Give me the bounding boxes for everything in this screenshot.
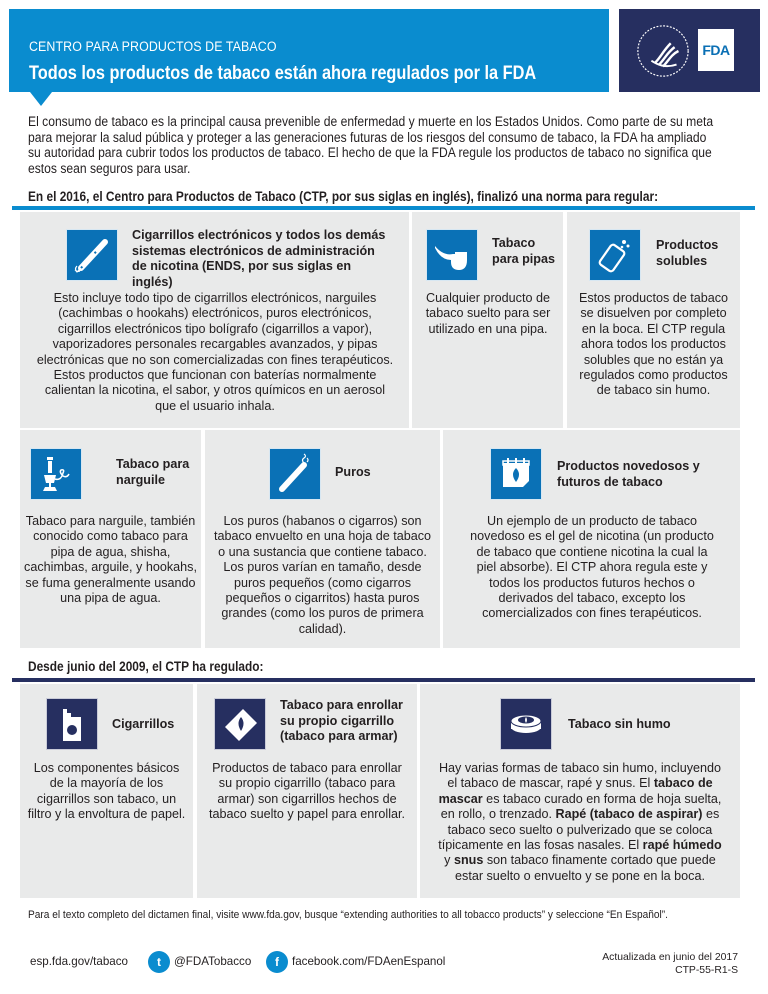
card-smokeless xyxy=(420,684,740,898)
footnote: Para el texto completo del dictamen final, visite www.fda.gov, busque “extending authorities to all tobacco products” y seleccione “En Español”. xyxy=(28,909,668,921)
section-heading-2016: En el 2016, el Centro para Productos de Tabaco (CTP, por sus siglas en inglés), finalizó una norma para regular: xyxy=(28,189,659,204)
fda-logo: FDA xyxy=(698,29,734,71)
bold-term: snus xyxy=(453,853,484,868)
card-novel-title: Productos novedosos y futuros de tabaco xyxy=(557,459,700,489)
hhs-eagle-logo xyxy=(634,22,692,80)
cigarette-pack-icon xyxy=(46,698,98,750)
text-segment: es tabaco curado en forma de hoja suelta, en rollo, o trenzado. xyxy=(440,791,722,822)
footer-meta xyxy=(602,951,738,977)
bold-term: Rapé (tabaco de aspirar) xyxy=(555,807,703,822)
hookah-icon xyxy=(30,448,82,500)
card-pipe xyxy=(412,212,563,428)
website-link[interactable]: esp.fda.gov/tabaco xyxy=(30,955,128,968)
twitter-icon[interactable]: t xyxy=(148,951,170,973)
card-cigar-body: Los puros (habanos o cigarros) son tabaco envuelto en una hoja de tabaco o una sustancia que contiene tabaco. Los puros varían en tamaño, desde puros pequeños (como cigarros pequeños o cigarritos) hasta puros grandes (como los puros de primera calidad). xyxy=(213,514,432,636)
card-dissolvable-body: Estos productos de tabaco se disuelven por completo en la boca. El CTP regula ahora todos los productos solubles que no están ya regulados como productos de tabaco sin humo. xyxy=(578,291,729,398)
card-dissolvable-title: Productos solubles xyxy=(656,238,719,268)
card-dissolvable xyxy=(567,212,740,428)
text-segment: es tabaco seco suelto o pulverizado que se coloca típicamente en las fosas nasales. El xyxy=(438,807,720,853)
facebook-icon[interactable]: f xyxy=(266,951,288,973)
document-code: CTP-55-R1-S xyxy=(675,965,738,976)
calendar-leaf-icon xyxy=(490,448,542,500)
card-cigarettes-body: Los componentes básicos de la mayoría de los cigarrillos son tabaco, un filtro y la envoltura de papel. xyxy=(27,761,186,822)
card-cigarettes xyxy=(20,684,193,898)
card-hookah-title: Tabaco para narguile xyxy=(116,457,190,487)
card-roll-your-own xyxy=(197,684,417,898)
card-smokeless-body xyxy=(434,761,726,884)
section-rule-2016 xyxy=(12,206,755,210)
cigar-icon xyxy=(269,448,321,500)
card-cigarettes-title: Cigarrillos xyxy=(112,717,175,731)
card-roll-your-own-title: Tabaco para enrollar su propio cigarrillo (tabaco para armar) xyxy=(280,698,403,743)
dissolvable-product-icon xyxy=(589,229,641,281)
card-pipe-title: Tabaco para pipas xyxy=(492,236,555,266)
section-rule-2009 xyxy=(12,678,755,682)
text-segment: Hay varias formas de tabaco sin humo, incluyendo el tabaco de mascar, rapé y snus. El xyxy=(438,761,722,791)
pipe-icon xyxy=(426,229,478,281)
card-cigar-title: Puros xyxy=(335,465,371,479)
intro-paragraph: El consumo de tabaco es la principal causa prevenible de enfermedad y muerte en los Estados Unidos. Como parte de su meta para mejorar la salud pública y proteger a las generaciones futuras de los riesgos del consumo de tabaco, la FDA ha ampliado su autoridad para cubrir todos los productos de tabaco. El hecho de que la FDA regule los productos de tabaco no significa que estos sean seguros para usar. xyxy=(28,114,714,176)
facebook-link[interactable]: facebook.com/FDAenEspanol xyxy=(292,955,446,968)
bold-term: tabaco de mascar xyxy=(438,776,713,806)
card-ends xyxy=(20,212,409,428)
card-smokeless-title: Tabaco sin humo xyxy=(568,717,671,731)
card-cigar xyxy=(205,430,440,648)
card-pipe-body: Cualquier producto de tabaco suelto para ser utilizado en una pipa. xyxy=(425,291,551,336)
card-novel-body: Un ejemplo de un producto de tabaco novedoso es el gel de nicotina (un producto de tabaco que contiene nicotina la cual la piel absorbe). El CTP ahora regula este y todos los productos futuros hechos o derivados del tabaco, excepto los comercializados con fines terapéuticos. xyxy=(470,514,714,621)
updated-date: Actualizada en junio del 2017 xyxy=(602,952,738,963)
card-hookah-body: Tabaco para narguile, también conocido como tabaco para pipa de agua, shisha, cachimbas, arguile, y hookahs, se fuma generalmente usando una pipa de agua. xyxy=(24,514,197,606)
card-roll-your-own-body: Productos de tabaco para enrollar su propio cigarrillo (tabaco para armar) son cigarrillos hechos de tabaco suelto y papel para enrollar. xyxy=(208,761,406,822)
header-pointer xyxy=(30,92,52,106)
header-kicker: CENTRO PARA PRODUCTOS DE TABACO xyxy=(29,39,277,54)
e-cigarette-icon xyxy=(66,229,118,281)
roll-your-own-icon xyxy=(214,698,266,750)
section-heading-2009: Desde junio del 2009, el CTP ha regulado: xyxy=(28,659,264,674)
card-ends-title: Cigarrillos electrónicos y todos los demás sistemas electrónicos de administración de nicotina (ENDS, por sus siglas en inglés) xyxy=(132,228,386,289)
card-hookah xyxy=(20,430,201,648)
card-ends-body: Esto incluye todo tipo de cigarrillos electrónicos, narguiles (cachimbas o hookahs) electrónicos, puros electrónicos, cigarrillos electrónicos tipo bolígrafo (cigarrillos a vapor), vaporizadores personales recargables avanzados, y pipas electrónicas que no son comercializadas con fines terapéuticos. Estos productos que funcionan con baterías normalmente calientan la nicotina, el sabor, y otros químicos en un aerosol que el usuario inhala. xyxy=(36,291,394,413)
twitter-link[interactable]: @FDATobacco xyxy=(174,955,252,968)
page-title: Todos los productos de tabaco están ahora regulados por la FDA xyxy=(29,63,537,84)
smokeless-tin-icon xyxy=(500,698,552,750)
header-banner xyxy=(9,9,609,92)
bold-term: rapé húmedo xyxy=(642,838,722,853)
text-segment: y xyxy=(444,853,454,868)
text-segment: son tabaco finamente cortado que puede estar suelto o envuelto y se pone en la boca. xyxy=(455,853,716,883)
card-novel xyxy=(443,430,740,648)
